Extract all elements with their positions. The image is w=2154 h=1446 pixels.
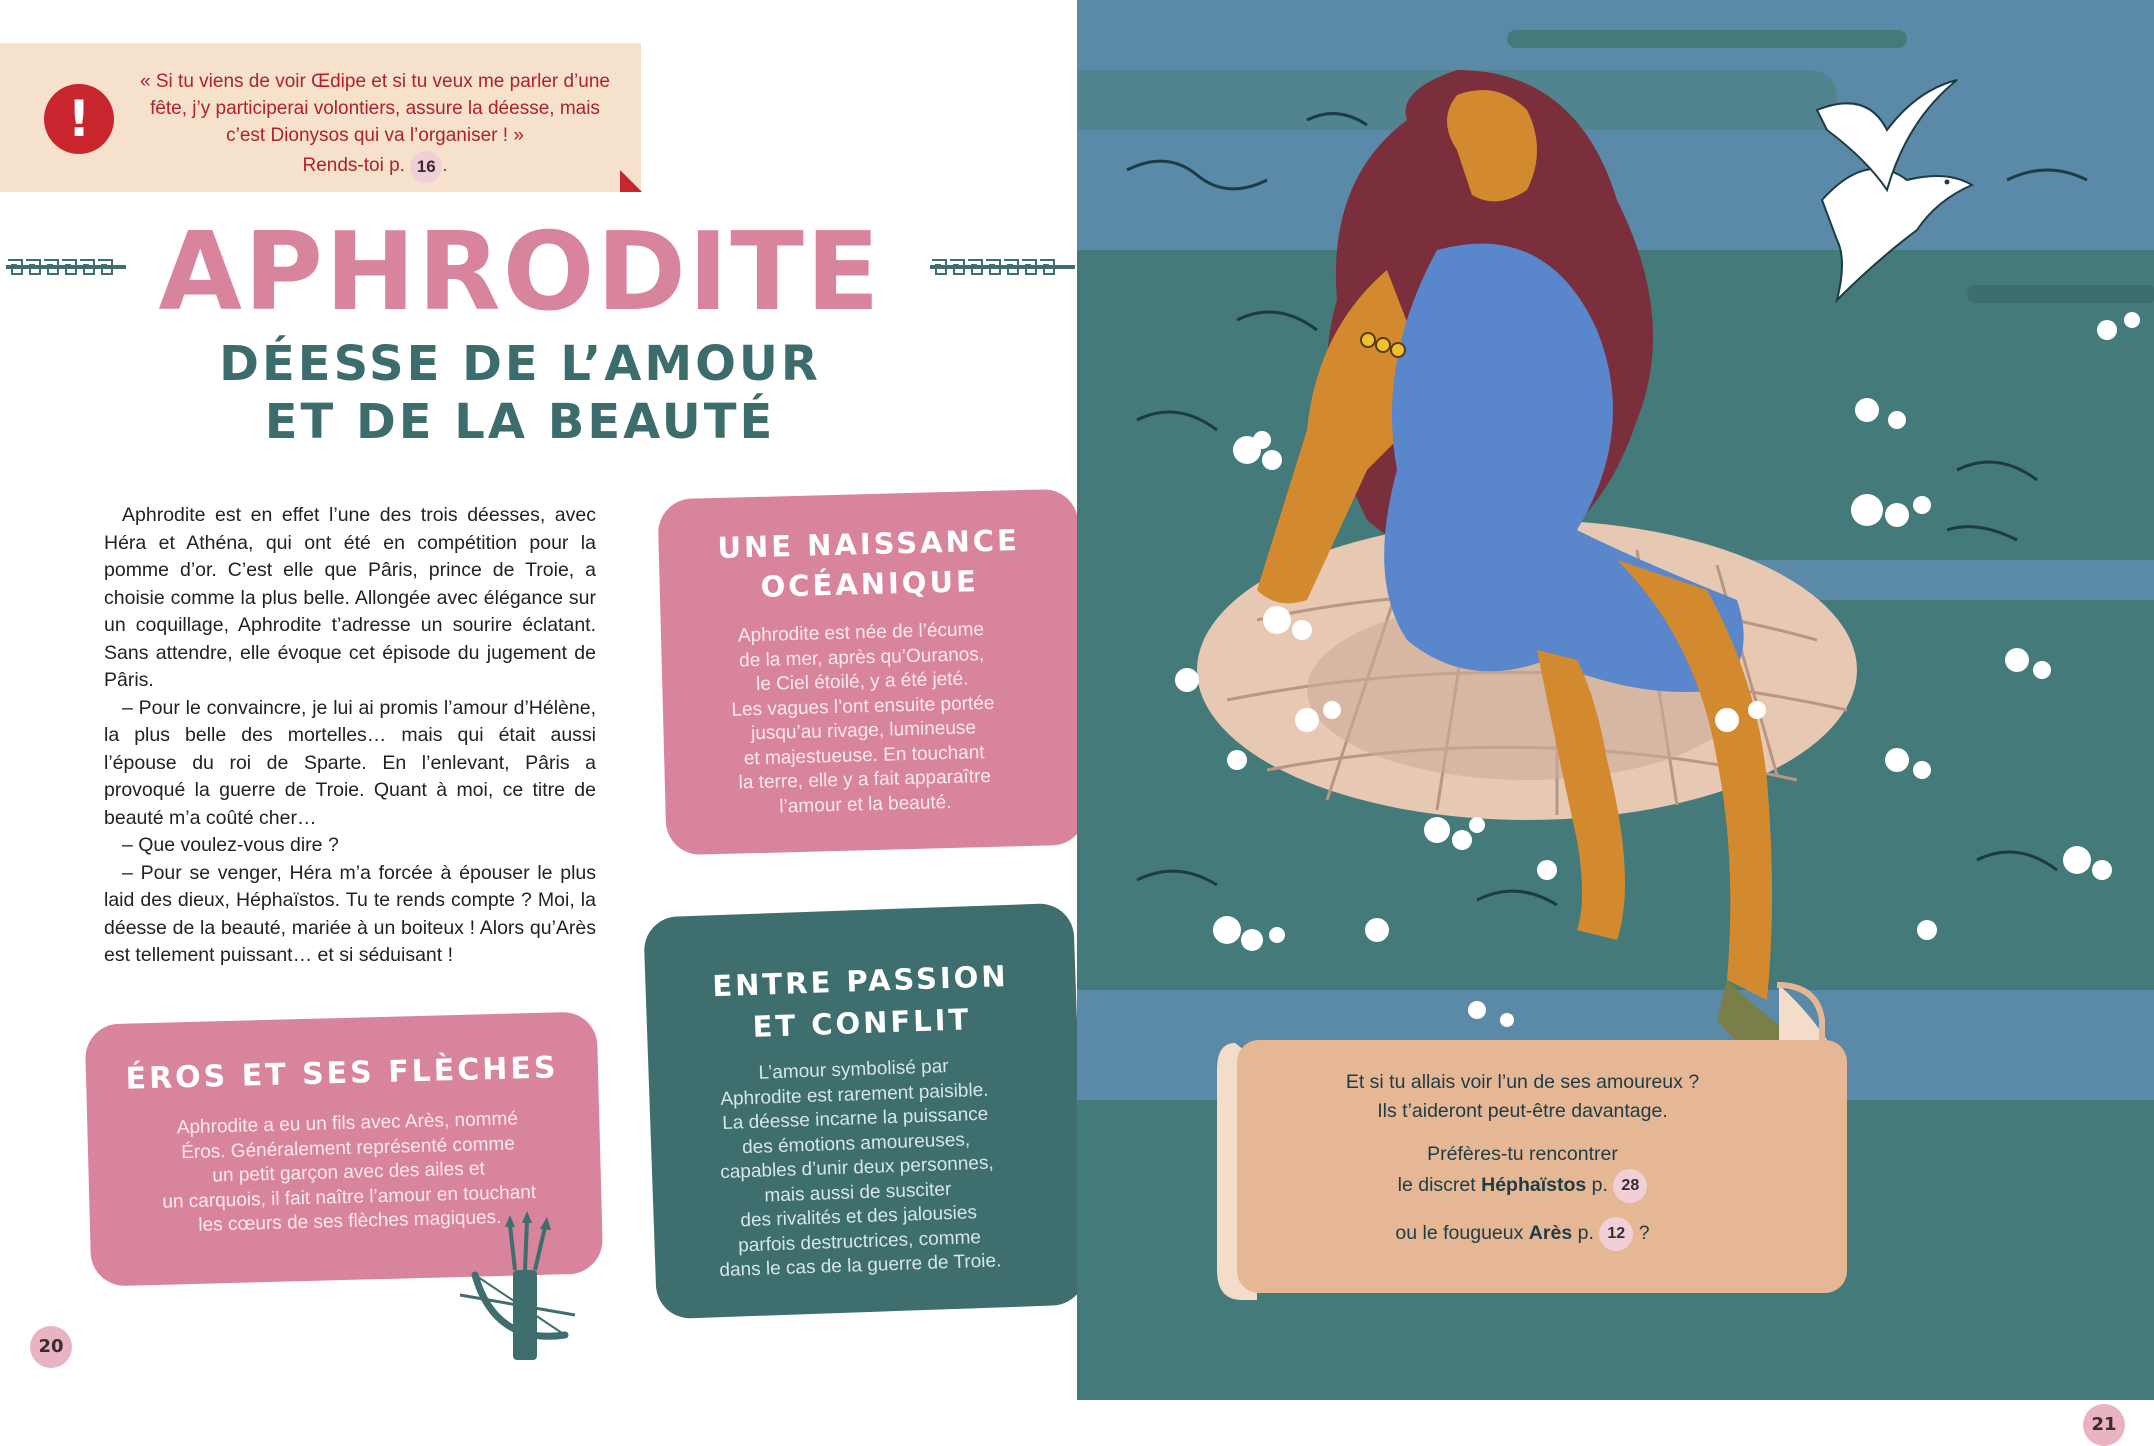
choice-ares: [1250, 1217, 1795, 1251]
passion-line: L’amour symbolisé par: [758, 1056, 949, 1084]
eros-line: Aphrodite a eu un fils avec Arès, nommé: [176, 1108, 519, 1139]
body-paragraph: – Que voulez-vous dire ?: [122, 834, 339, 856]
page-number-right: 21: [2083, 1404, 2125, 1446]
bow-and-quiver-icon: [455, 1215, 595, 1365]
ares-page-link[interactable]: 12: [1599, 1217, 1633, 1251]
passion-line: capables d’unir deux personnes,: [719, 1152, 995, 1184]
passion-box: [643, 903, 1087, 1320]
subtitle-line-2: ET DE LA BEAUTÉ: [264, 394, 776, 450]
callout-text: [130, 68, 620, 183]
body-paragraph: – Pour le convaincre, je lui ai promis l’amour d’Hélène, la plus belle des mortelles… mais qui était aussi l’épouse du roi de Sparte. En l’enlevant, Pâris a provoqué la guerre de Troie. Quant à moi, ce titre de beauté m’a coûté cher…: [104, 696, 596, 829]
passion-box-text: [673, 1052, 1040, 1285]
naissance-box-title: [658, 519, 1080, 610]
scroll-line-1: Et si tu allais voir l’un de ses amoureux ?: [1345, 1071, 1700, 1093]
passion-line: mais aussi de susciter: [764, 1178, 952, 1207]
naissance-line: la terre, elle y a fait apparaître: [738, 765, 992, 794]
left-page: [0, 0, 1077, 1400]
greek-key-ornament-right: [930, 256, 1075, 278]
passion-line: des rivalités et des jalousies: [740, 1202, 978, 1232]
choice2-p: p.: [1577, 1222, 1594, 1245]
choice1-p: p.: [1591, 1174, 1608, 1197]
eros-line: les cœurs de ses flèches magiques.: [198, 1206, 502, 1236]
eros-line: un petit garçon avec des ailes et: [212, 1158, 486, 1187]
callout-goto-label: Rends-toi p.: [302, 155, 405, 177]
choice1-name: Héphaïstos: [1481, 1174, 1587, 1197]
choice2-name: Arès: [1528, 1222, 1573, 1245]
subtitle-line-1: DÉESSE DE L’AMOUR: [219, 336, 821, 392]
naissance-line: de la mer, après qu’Ouranos,: [738, 643, 985, 671]
passion-line: La déesse incarne la puissance: [721, 1103, 989, 1134]
body-paragraph: – Pour se venger, Héra m’a forcée à épouser le plus laid des dieux, Héphaïstos. Tu te rends compte ? Moi, la déesse de la beauté, mariée à un boiteux ! Alors qu’Arès est tellement puissant… et si séduisant !: [104, 861, 596, 966]
passion-title-line-2: ET CONFLIT: [752, 1002, 972, 1044]
passion-line: dans le cas de la guerre de Troie.: [719, 1250, 1002, 1282]
choice2-prefix: ou le fougueux: [1395, 1222, 1524, 1245]
naissance-line: le Ciel étoilé, y a été jeté.: [755, 668, 969, 696]
passion-line: Aphrodite est rarement paisible.: [719, 1079, 989, 1110]
naissance-title-line-1: UNE NAISSANCE: [716, 523, 1021, 565]
page-title: APHRODITE: [158, 210, 882, 335]
body-paragraph: Aphrodite est en effet l’une des trois déesses, avec Héra et Athéna, qui ont été en compétition pour la pomme d’or. C’est elle que Pâris, prince de Troie, a choisie comme la plus belle. Allongée avec élégance sur un coquillage, Aphrodite t’adresse un sourire éclatant. Sans attendre, elle évoque cet épisode du jugement de Pâris.: [104, 504, 596, 691]
callout-quote: « Si tu viens de voir Œdipe et si tu veux me parler d’une fête, j’y participerai volontiers, assure la déesse, mais c’est Dionysos qui va l’organiser ! »: [140, 71, 610, 146]
scroll-text: [1250, 1068, 1795, 1251]
page-subtitle: [120, 335, 920, 451]
naissance-line: et majestueuse. En touchant: [743, 741, 985, 769]
scroll-line-2: Ils t’aideront peut-être davantage.: [1377, 1100, 1668, 1122]
body-text: [104, 502, 596, 970]
passion-line: des émotions amoureuses,: [741, 1128, 971, 1158]
naissance-line: l’amour et la beauté.: [779, 791, 952, 817]
passion-box-title: [645, 953, 1078, 1052]
choice2-end: ?: [1638, 1222, 1650, 1245]
passion-line: parfois destructrices, comme: [737, 1226, 982, 1257]
passion-title-line-1: ENTRE PASSION: [711, 958, 1010, 1004]
eros-line: un carquois, il fait naître l’amour en touchant: [162, 1181, 537, 1213]
naissance-title-line-2: OCÉANIQUE: [760, 564, 980, 604]
callout-goto-end: .: [442, 155, 448, 177]
greek-key-ornament-left: [6, 256, 126, 278]
exclamation-icon: !: [44, 84, 114, 154]
naissance-line: Les vagues l’ont ensuite portée: [731, 692, 995, 721]
scroll-line-3: Préfères-tu rencontrer: [1427, 1143, 1618, 1165]
choice-hephaistos: [1250, 1169, 1795, 1203]
naissance-box: [657, 489, 1086, 856]
callout-page-link[interactable]: 16: [410, 151, 442, 183]
eros-line: Éros. Généralement représenté comme: [180, 1133, 516, 1163]
eros-box-title: ÉROS ET SES FLÈCHES: [125, 1050, 559, 1097]
naissance-box-text: [691, 617, 1036, 822]
naissance-line: Aphrodite est née de l’écume: [737, 619, 985, 647]
page-number-left: 20: [30, 1326, 72, 1368]
naissance-line: jusqu’au rivage, lumineuse: [750, 717, 977, 745]
callout-fold: [620, 170, 642, 192]
choice1-prefix: le discret: [1397, 1174, 1476, 1197]
hephaistos-page-link[interactable]: 28: [1613, 1169, 1647, 1203]
